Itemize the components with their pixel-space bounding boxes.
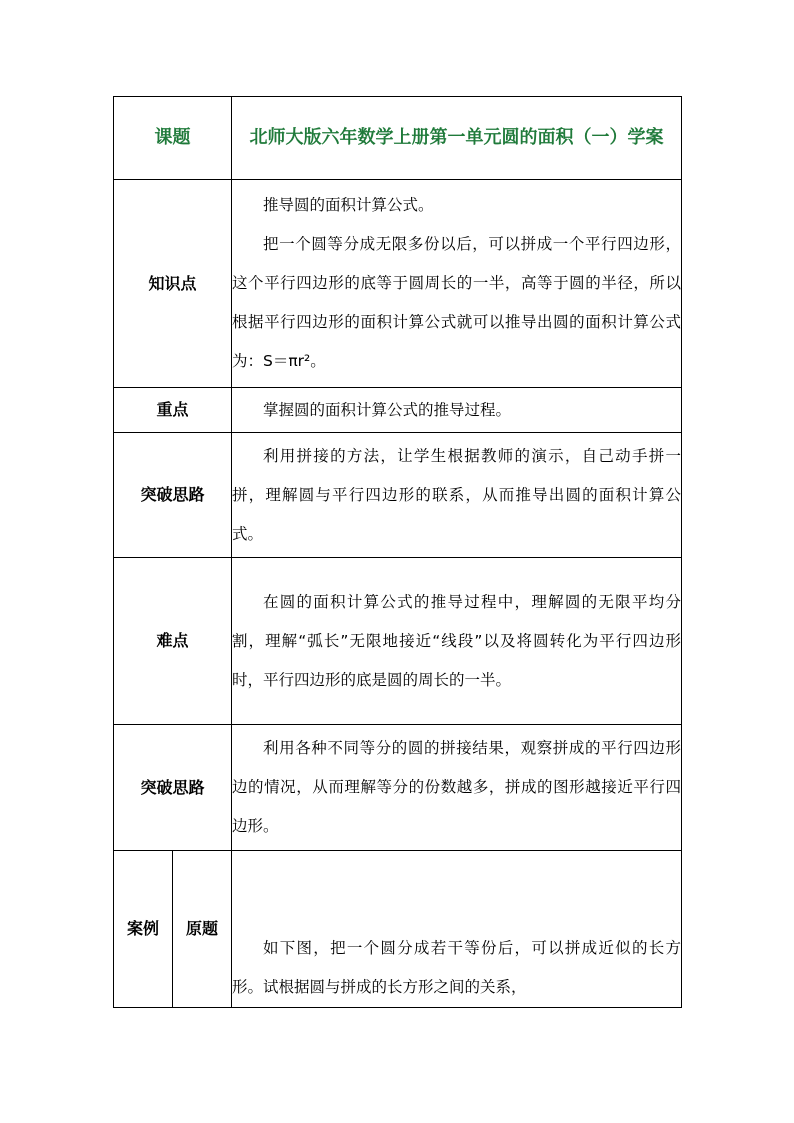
knowledge-paragraph-2: 把一个圆等分成无限多份以后，可以拼成一个平行四边形，这个平行四边形的底等于圆周长的一半，高等于圆的半径，所以根据平行四边形的面积计算公式就可以推导出圆的面积计算公式为：S＝πr²。 xyxy=(232,235,681,370)
key-point-content: 掌握圆的面积计算公式的推导过程。 xyxy=(232,388,682,433)
difficulty-row xyxy=(114,558,682,725)
knowledge-row xyxy=(114,180,682,388)
key-point-row xyxy=(114,388,682,433)
knowledge-paragraph-1: 推导圆的面积计算公式。 xyxy=(263,196,434,214)
case-row xyxy=(114,851,682,1008)
difficulty-label: 难点 xyxy=(114,558,232,725)
case-content: 如下图，把一个圆分成若干等份后，可以拼成近似的长方形。试根据圆与拼成的长方形之间的关系， xyxy=(232,851,682,1008)
title-label: 课题 xyxy=(114,97,232,180)
case-sub-label: 原题 xyxy=(173,851,232,1008)
title-text: 北师大版六年数学上册第一单元圆的面积（一）学案 xyxy=(232,97,682,180)
difficulty-content: 在圆的面积计算公式的推导过程中，理解圆的无限平均分割，理解“弧长”无限地接近“线段”以及将圆转化为平行四边形时，平行四边形的底是圆的周长的一半。 xyxy=(232,558,682,725)
breakthrough-content-1: 利用拼接的方法，让学生根据教师的演示，自己动手拼一拼，理解圆与平行四边形的联系，从而推导出圆的面积计算公式。 xyxy=(232,433,682,558)
title-row xyxy=(114,97,682,180)
case-label: 案例 xyxy=(114,851,173,1008)
breakthrough-row-2 xyxy=(114,725,682,851)
breakthrough-label-1: 突破思路 xyxy=(114,433,232,558)
lesson-plan-table xyxy=(113,96,682,1008)
breakthrough-content-2: 利用各种不同等分的圆的拼接结果，观察拼成的平行四边形边的情况，从而理解等分的份数越多，拼成的图形越接近平行四边形。 xyxy=(232,725,682,851)
key-point-label: 重点 xyxy=(114,388,232,433)
breakthrough-row-1 xyxy=(114,433,682,558)
breakthrough-label-2: 突破思路 xyxy=(114,725,232,851)
knowledge-content xyxy=(232,180,682,388)
knowledge-label: 知识点 xyxy=(114,180,232,388)
